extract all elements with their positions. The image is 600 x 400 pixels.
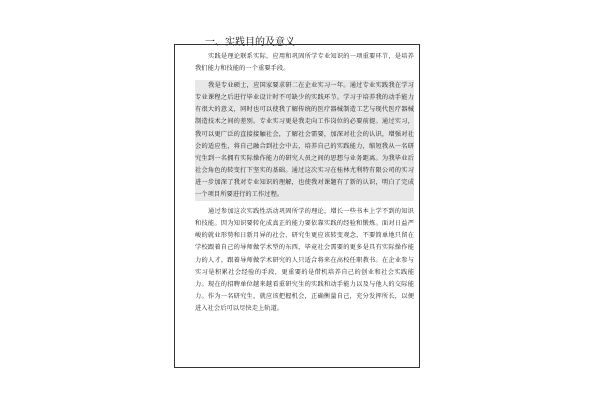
content-box [174, 44, 420, 368]
paragraph-practice: 通过参加这次实践性活动巩固所学的理论，增长一些书本上学不到的知识和技能。因为知识要转化成真正的能力要依靠实践的经验和锻炼。面对日益严峻的就业形势和日新月异的社会，研究生更应该转变观念，不要简单地只留在学校跟着自己的导师做学术型的东西，毕竟社会需要的更多是具有实际操作能力的人才。跟着导师做学术研究的人只适合将来在高校任职教书。在企业参与实习是积累社会经验的手段，更重要的是借机培养自己的创业和社会实践能力。现在的招聘单位越来越看重研究生的实践和动手能力以及与他人的交际能力。作为一名研究生，就应该把握机会，正确衡量自己，充分发挥所长，以便进入社会后可以尽快走上轨道。 [195, 208, 414, 312]
paragraph-intro: 实践是理论联系实际，应用和巩固所学专业知识的一项重要环节，是培养我们能力和技能的一个重要手段。 [195, 53, 414, 73]
paragraph-internship: 我是专业硕士，应国家要求研二在企业实习一年。通过专业实践我在学习专业课程之后进行毕业设计时不可缺少的实践环节。学习于培养我的动手能力有很大的意义，同时也可以使我了解传统的医疗器械制造工艺与现代医疗器械制造技术之间的差别。专业实习更是我走向工作岗位的必要前提。通过实习，我可以更广泛的直接接触社会，了解社会需要，加深对社会的认识，增强对社会的适应性，将自己融合到社会中去，培养自己的实践能力，缩短我从一名研究生到一名拥有实际操作能力的研究人员之间的思想与业务距离。为我毕业后社会角色的转变打下坚实的基础。通过这次实习在桂林尤利特有限公司的实习进一步加深了我对专业知识的理解，也使我对课题有了新的认识，明白了完成一个项目所要进行的工作过程。 [195, 80, 414, 201]
section-heading: 一、实践目的及意义 [205, 37, 295, 48]
